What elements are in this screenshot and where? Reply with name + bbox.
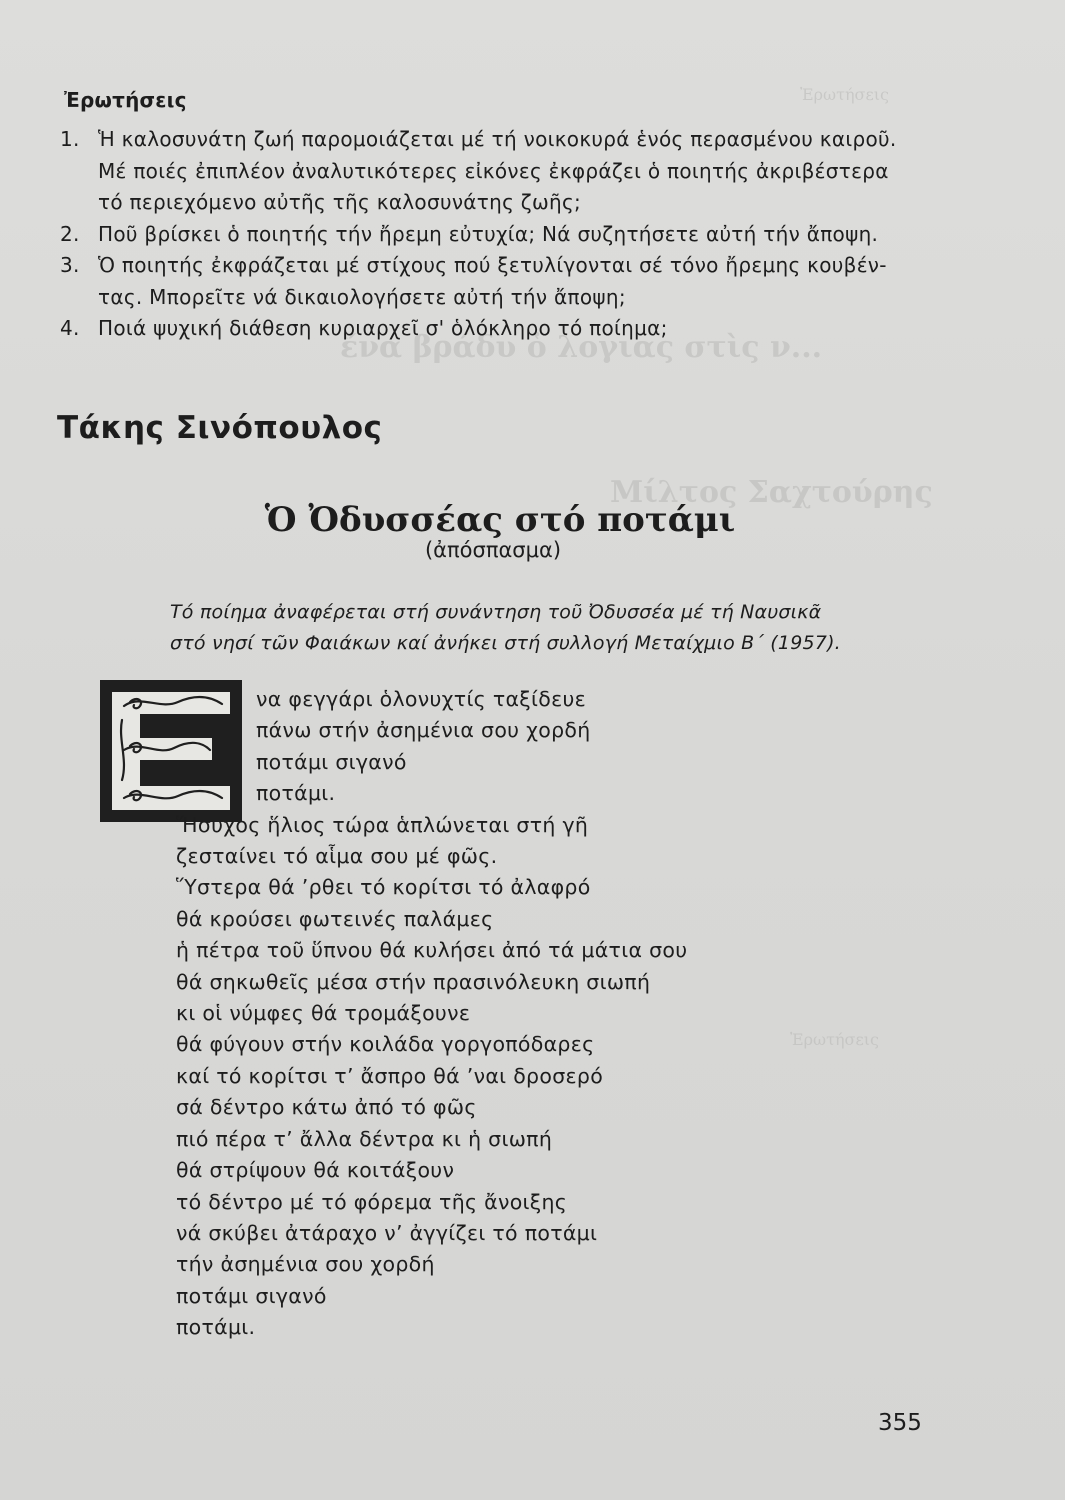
question-item	[60, 124, 940, 219]
poem-line: καί τό κορίτσι τ’ ἄσπρο θά ’ναι δροσερό	[176, 1063, 604, 1088]
question-item	[60, 250, 940, 313]
poem-line: ἡ πέτρα τοῦ ὕπνου θά κυλήσει ἀπό τά μάτια σου	[176, 938, 688, 963]
question-line: Ποῦ βρίσκει ὁ ποιητής τήν ἤρεμη εὐτυχία; Νά συζητήσετε αὐτή τήν ἄποψη.	[98, 221, 879, 246]
question-line: τό περιεχόμενο αὐτῆς τῆς καλοσυνάτης ζωῆς;	[98, 190, 582, 214]
poem-body	[176, 684, 936, 1344]
poem-line: ζεσταίνει τό αἷμα σου μέ φῶς.	[176, 844, 498, 869]
bleed-through-text: ἕνα βράδυ ὁ λογιας στὶς ν...	[340, 330, 823, 365]
poem-line: τό δέντρο μέ τό φόρεμα τῆς ἄνοιξης	[176, 1189, 568, 1214]
poem-line: θά κρούσει φωτεινές παλάμες	[176, 906, 494, 931]
poem-line: ποτάμι.	[176, 1315, 256, 1340]
poem-line: θά φύγουν στήν κοιλάδα γοργοπόδαρες	[176, 1032, 595, 1057]
poem-line: ποτάμι σιγανό	[256, 749, 407, 774]
author-name: Τάκης Σινόπουλος	[57, 410, 383, 446]
question-item	[60, 313, 940, 345]
questions-heading: Ἐρωτήσεις	[64, 88, 187, 112]
questions-list	[60, 124, 940, 345]
poem-line: ποτάμι σιγανό	[176, 1283, 327, 1308]
page-number: 355	[878, 1410, 922, 1436]
question-line: Ποιά ψυχική διάθεση κυριαρχεῖ σ' ὁλόκληρο τό ποίημα;	[98, 316, 668, 340]
poem-line: σά δέντρο κάτω ἀπό τό φῶς	[176, 1095, 477, 1120]
question-line: τας. Μπορεῖτε νά δικαιολογήσετε αὐτή τήν ἄποψη;	[98, 284, 626, 309]
bleed-through-text: Μίλτος Σαχτούρης	[610, 475, 933, 510]
question-line: Μέ ποιές ἐπιπλέον ἀναλυτικότερες εἰκόνες ἐκφράζει ὁ ποιητής ἀκριβέστερα	[98, 158, 889, 183]
poem-line: θά στρίψουν θά κοιτάξουν	[176, 1158, 455, 1183]
poem-line: νά σκύβει ἀτάραχο ν’ ἀγγίζει τό ποτάμι	[176, 1220, 598, 1245]
question-number: 1.	[60, 127, 80, 151]
intro-line: στό νησί τῶν Φαιάκων καί ἀνήκει στή συλλογή Μεταίχμιο Β΄ (1957).	[170, 632, 841, 654]
poem-line: Ἥσυχος ἥλιος τώρα ἁπλώνεται στή γῆ	[176, 812, 589, 837]
bleed-through-text: Ἐρωτήσεις	[790, 1030, 879, 1049]
poem-line: κι οἱ νύμφες θά τρομάξουνε	[176, 1001, 471, 1026]
poem-subtitle: (ἀπόσπασμα)	[424, 538, 562, 562]
question-number: 3.	[60, 253, 80, 277]
poem-line: θά σηκωθεῖς μέσα στήν πρασινόλευκη σιωπή	[176, 969, 651, 994]
poem-line: να φεγγάρι ὁλονυχτίς ταξίδευε	[256, 687, 587, 711]
bleed-through-text: Ἐρωτήσεις	[800, 85, 889, 104]
poem-line: Ὕστερα θά ’ρθει τό κορίτσι τό ἀλαφρό	[176, 875, 591, 900]
poem-line: πιό πέρα τ’ ἄλλα δέντρα κι ἡ σιωπή	[176, 1126, 553, 1151]
question-line: Ὁ ποιητής ἐκφράζεται μέ στίχους πού ξετυλίγονται σέ τόνο ἤρεμης κουβέν-	[98, 253, 887, 277]
poem-introduction	[170, 597, 960, 659]
poem-title: Ὁ Ὀδυσσέας στό ποτάμι	[264, 500, 736, 540]
intro-line: Τό ποίημα ἀναφέρεται στή συνάντηση τοῦ Ὀδυσσέα μέ τή Ναυσικᾶ	[170, 601, 822, 623]
poem-line: τήν ἀσημένια σου χορδή	[176, 1252, 435, 1277]
question-number: 2.	[60, 221, 80, 246]
poem-line: ποτάμι.	[256, 781, 336, 806]
question-number: 4.	[60, 316, 80, 340]
question-line: Ἡ καλοσυνάτη ζωή παρομοιάζεται μέ τή νοικοκυρά ἑνός περασμένου καιροῦ.	[98, 127, 897, 151]
poem-line: πάνω στήν ἀσημένια σου χορδή	[256, 718, 591, 743]
question-item	[60, 219, 940, 251]
